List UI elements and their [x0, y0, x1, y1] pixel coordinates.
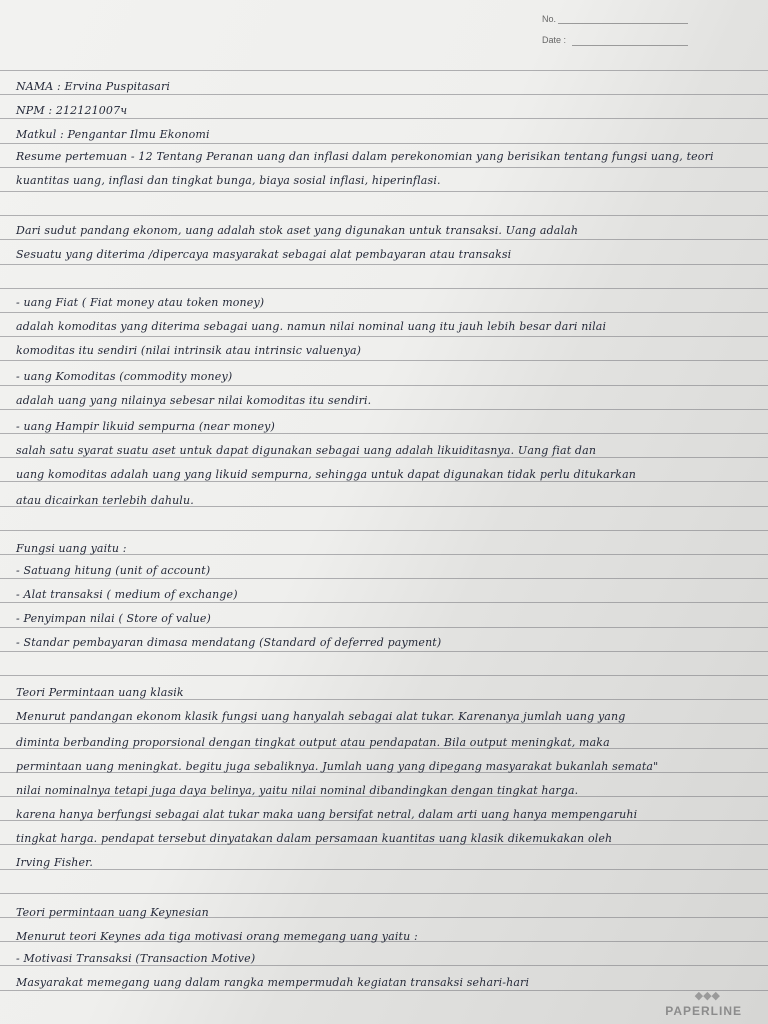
text-line: permintaan uang meningkat. begitu juga sebaliknya. Jumlah uang yang dipegang masyarakat bukanlah semata": [16, 760, 659, 773]
list-item: - Alat transaksi ( medium of exchange): [16, 588, 238, 601]
date-label: Date :: [542, 35, 567, 45]
ruled-line: [0, 530, 768, 531]
brand-logo-icon: ◆◆◆: [694, 989, 720, 1002]
list-item: - Standar pembayaran dimasa mendatang (Standard of deferred payment): [16, 636, 442, 649]
brand-name: PAPERLINE: [665, 1004, 742, 1018]
ruled-line: [0, 675, 768, 676]
text-line: Masyarakat memegang uang dalam rangka mempermudah kegiatan transaksi sehari-hari: [16, 976, 530, 989]
text-line: komoditas itu sendiri (nilai intrinsik atau intrinsic valuenya): [16, 344, 362, 357]
text-line: Irving Fisher.: [16, 856, 93, 869]
no-label: No.: [542, 14, 557, 24]
text-line: diminta berbanding proporsional dengan tingkat output atau pendapatan. Bila output meningkat, maka: [16, 736, 610, 749]
text-line: atau dicairkan terlebih dahulu.: [16, 494, 194, 507]
ruled-line: [0, 627, 768, 628]
ruled-line: [0, 336, 768, 337]
ruled-line: [0, 360, 768, 361]
text-line: - uang Komoditas (commodity money): [16, 370, 233, 383]
section-heading: Teori permintaan uang Keynesian: [16, 906, 209, 919]
course-name: Matkul : Pengantar Ilmu Ekonomi: [16, 128, 210, 141]
no-line: [558, 23, 688, 24]
ruled-line: [0, 143, 768, 144]
ruled-line: [0, 264, 768, 265]
resume-title-cont: kuantitas uang, inflasi dan tingkat bunga, biaya sosial inflasi, hiperinflasi.: [16, 174, 441, 187]
ruled-line: [0, 409, 768, 410]
text-line: Menurut teori Keynes ada tiga motivasi orang memegang uang yaitu :: [16, 930, 418, 943]
ruled-line: [0, 94, 768, 95]
text-line: Sesuatu yang diterima /dipercaya masyarakat sebagai alat pembayaran atau transaksi: [16, 248, 512, 261]
text-line: Menurut pandangan ekonom klasik fungsi uang hanyalah sebagai alat tukar. Karenanya jumlah uang yang: [16, 710, 626, 723]
date-line: [572, 45, 688, 46]
text-line: adalah uang yang nilainya sebesar nilai komoditas itu sendiri.: [16, 394, 372, 407]
ruled-line: [0, 167, 768, 168]
text-line: nilai nominalnya tetapi juga daya belinya, yaitu nilai nominal dibandingkan dengan tingkat harga.: [16, 784, 579, 797]
ruled-line: [0, 191, 768, 192]
section-heading: Teori Permintaan uang klasik: [16, 686, 184, 699]
list-item: - Satuang hitung (unit of account): [16, 564, 211, 577]
text-line: Dari sudut pandang ekonom, uang adalah stok aset yang digunakan untuk transaksi. Uang adalah: [16, 224, 579, 237]
ruled-line: [0, 239, 768, 240]
ruled-line: [0, 893, 768, 894]
ruled-line: [0, 70, 768, 71]
text-line: tingkat harga. pendapat tersebut dinyatakan dalam persamaan kuantitas uang klasik dikemukakan oleh: [16, 832, 613, 845]
ruled-line: [0, 118, 768, 119]
ruled-line: [0, 288, 768, 289]
ruled-line: [0, 990, 768, 991]
text-line: karena hanya berfungsi sebagai alat tukar maka uang bersifat netral, dalam arti uang hanya mempengaruhi: [16, 808, 638, 821]
text-line: - Motivasi Transaksi (Transaction Motive): [16, 952, 256, 965]
resume-title: Resume pertemuan - 12 Tentang Peranan uang dan inflasi dalam perekonomian yang berisikan tentang fungsi uang, teori: [16, 150, 714, 163]
ruled-line: [0, 385, 768, 386]
ruled-line: [0, 578, 768, 579]
section-heading: Fungsi uang yaitu :: [16, 542, 127, 555]
student-name: NAMA : Ervina Puspitasari: [16, 80, 171, 93]
ruled-line: [0, 312, 768, 313]
ruled-line: [0, 602, 768, 603]
text-line: uang komoditas adalah uang yang likuid sempurna, sehingga untuk dapat digunakan tidak perlu ditukarkan: [16, 468, 637, 481]
text-line: - uang Fiat ( Fiat money atau token money): [16, 296, 265, 309]
text-line: adalah komoditas yang diterima sebagai uang. namun nilai nominal uang itu jauh lebih besar dari nilai: [16, 320, 607, 333]
text-line: salah satu syarat suatu aset untuk dapat digunakan sebagai uang adalah likuiditasnya. Uang fiat dan: [16, 444, 597, 457]
list-item: - Penyimpan nilai ( Store of value): [16, 612, 211, 625]
text-line: - uang Hampir likuid sempurna (near money): [16, 420, 275, 433]
ruled-line: [0, 651, 768, 652]
ruled-line: [0, 215, 768, 216]
student-npm: NPM : 212121007ч: [16, 104, 128, 117]
